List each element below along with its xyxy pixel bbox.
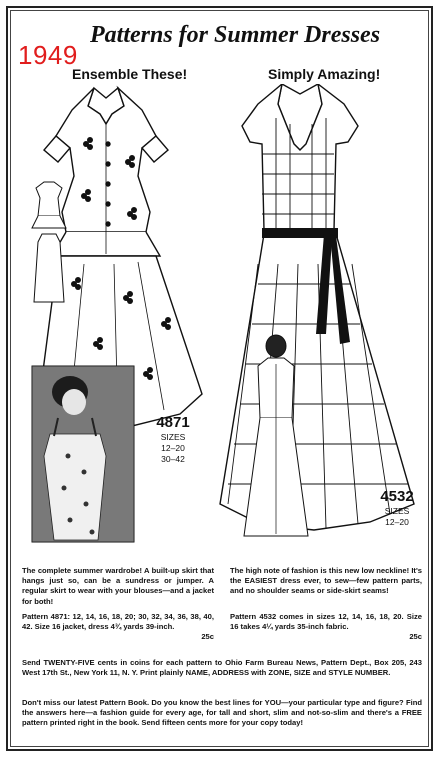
- pattern-4871-sizes-label: SIZES: [160, 432, 186, 442]
- pattern-4871-details: [22, 612, 214, 643]
- pattern-4532-sizes-range: 12–20: [385, 517, 409, 527]
- pattern-4871-price: 25c: [201, 632, 214, 642]
- pattern-4532-price: 25c: [409, 632, 422, 642]
- pattern-4871-sizes-range: 12–20: [161, 443, 185, 453]
- pattern-4532-details: [230, 612, 422, 643]
- pattern-4871-details-text: Pattern 4871: 12, 14, 16, 18, 20; 30, 32, 34, 36, 38, 40, 42. Size 16 jacket, dress 4¾ yards 39-inch.: [22, 612, 214, 632]
- pattern-book-promo: Don't miss our latest Pattern Book. Do you know the best lines for YOU—your particular type and figure? Find the answers here—a fashion guide for every age, for tall and short, slim and not-so-slim and there's a FREE pattern printed right in the book. Send fifteen cents more for your copy today!: [22, 698, 422, 728]
- left-heading: Ensemble These!: [72, 66, 188, 82]
- pattern-4871-number: 4871: [156, 414, 190, 431]
- dress-4532-illustration: [220, 84, 414, 530]
- pattern-4532-sizes-label: SIZES: [384, 506, 410, 516]
- fashion-illustration: [14, 84, 426, 564]
- pattern-4532-description: The high note of fashion is this new low neckline! It's the EASIEST dress ever, to sew—few pattern parts, and no shoulder seams or side-skirt seams!: [230, 566, 422, 596]
- year-label: 1949: [18, 40, 78, 70]
- pattern-4532-details-text: Pattern 4532 comes in sizes 12, 14, 16, 18, 20. Size 16 takes 4¼ yards 35-inch fabric.: [230, 612, 422, 632]
- photo-inset: [32, 366, 134, 542]
- pattern-4532-number: 4532: [380, 488, 414, 505]
- order-instructions: Send TWENTY-FIVE cents in coins for each pattern to Ohio Farm Bureau News, Pattern Dept., Box 205, 243 West 17th St., New York 11, N. Y. Print plainly NAME, ADDRESS with ZONE, SIZE and STYLE NUMBER.: [22, 658, 422, 678]
- pattern-4871-sizes-range-bust: 30–42: [161, 454, 185, 464]
- page-title: Patterns for Summer Dresses: [90, 22, 381, 48]
- right-heading: Simply Amazing!: [268, 66, 381, 82]
- pattern-4871-description: The complete summer wardrobe! A built-up skirt that hangs just so, can be a sundress or jumper. A regular skirt to wear with your blouses—and a jacket for both!: [22, 566, 214, 606]
